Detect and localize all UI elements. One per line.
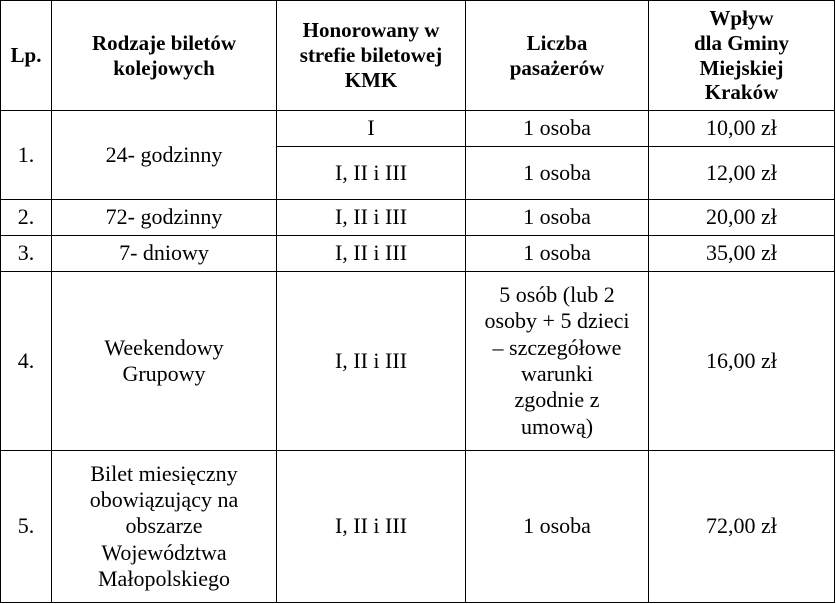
cell-amount: 72,00 zł [649, 451, 835, 603]
cell-zones: I, II i III [277, 271, 466, 450]
cell-zones: I, II i III [277, 235, 466, 271]
header-row [1, 1, 835, 111]
cell-ticket-type: 7- dniowy [52, 235, 277, 271]
cell-lp: 2. [1, 199, 52, 235]
cell-zones: I, II i III [277, 147, 466, 199]
cell-zones: I, II i III [277, 451, 466, 603]
cell-passengers: 1 osoba [466, 235, 649, 271]
cell-ticket-type: 72- godzinny [52, 199, 277, 235]
cell-zones: I [277, 111, 466, 147]
header-lp: Lp. [1, 1, 52, 111]
cell-amount: 16,00 zł [649, 271, 835, 450]
cell-passengers: 1 osoba [466, 111, 649, 147]
table-row [1, 271, 835, 450]
cell-passengers: 1 osoba [466, 451, 649, 603]
header-honored-zone: Honorowany w strefie biletowej KMK [277, 1, 466, 111]
table-row [1, 111, 835, 147]
cell-amount: 12,00 zł [649, 147, 835, 199]
header-impact: Wpływ dla Gminy Miejskiej Kraków [649, 1, 835, 111]
header-ticket-types: Rodzaje biletów kolejowych [52, 1, 277, 111]
cell-lp: 5. [1, 451, 52, 603]
cell-passengers: 1 osoba [466, 147, 649, 199]
cell-ticket-type: Bilet miesięczny obowiązujący na obszarze Województwa Małopolskiego [52, 451, 277, 603]
header-passengers: Liczba pasażerów [466, 1, 649, 111]
cell-passengers: 5 osób (lub 2 osoby + 5 dzieci – szczegółowe warunki zgodnie z umową) [466, 271, 649, 450]
cell-amount: 35,00 zł [649, 235, 835, 271]
cell-lp: 3. [1, 235, 52, 271]
cell-amount: 10,00 zł [649, 111, 835, 147]
cell-amount: 20,00 zł [649, 199, 835, 235]
table-row [1, 235, 835, 271]
table-row [1, 199, 835, 235]
cell-zones: I, II i III [277, 199, 466, 235]
cell-ticket-type: Weekendowy Grupowy [52, 271, 277, 450]
cell-lp: 4. [1, 271, 52, 450]
cell-ticket-type: 24- godzinny [52, 111, 277, 200]
cell-passengers: 1 osoba [466, 199, 649, 235]
table-row [1, 451, 835, 603]
cell-lp: 1. [1, 111, 52, 200]
